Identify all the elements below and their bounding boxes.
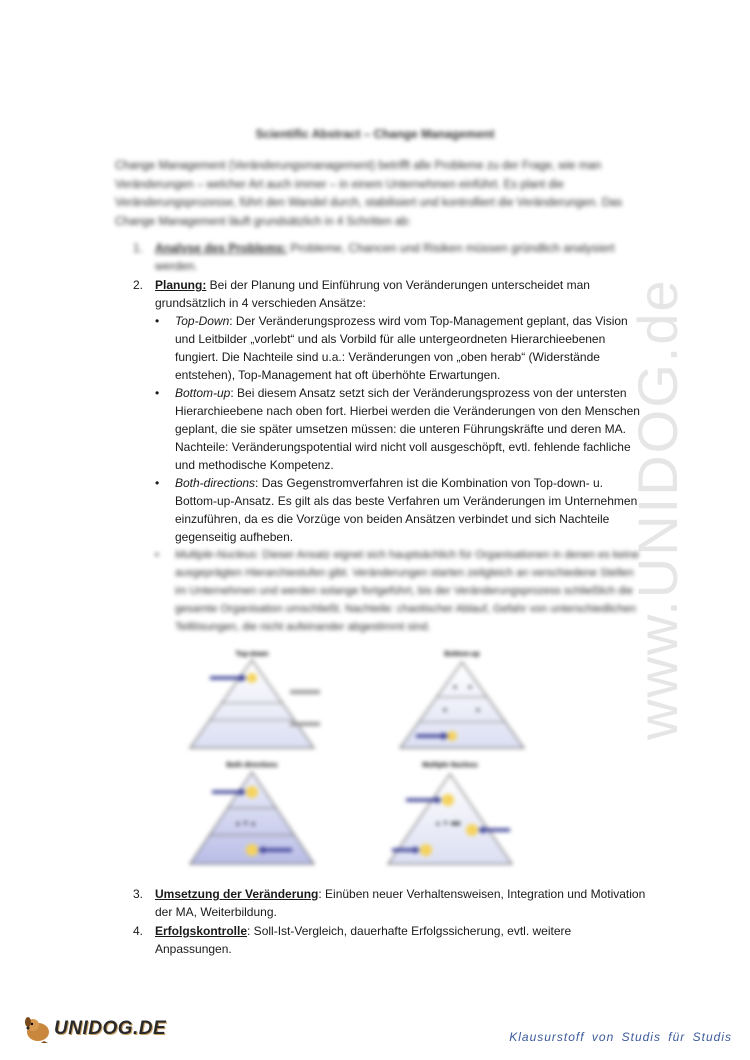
bullet-icon: •	[155, 314, 160, 328]
document-title: Scientific Abstract – Change Management	[255, 127, 495, 141]
step-text: : Soll-Ist-Vergleich, dauerhafte Erfolgssicherung, evtl. weitere Anpassungen.	[155, 924, 572, 956]
step-heading: Umsetzung der Veränderung	[155, 887, 319, 901]
diagram-both-directions	[190, 762, 314, 864]
step-text: Bei der Planung und Einführung von Veränderungen unterscheidet man grundsätzlich in 4 verschieden Ansätze:	[155, 278, 590, 310]
bullet-icon: •	[155, 476, 160, 490]
approach-bottom-up	[153, 384, 648, 474]
diagram-title: Both directions	[226, 762, 278, 769]
step-number: 4.	[133, 924, 144, 938]
intro-line: Veränderungsprozesse, führt den Wandel durch, stabilisiert und kontrolliert die Veränderungen. Das	[115, 197, 623, 209]
step-number: 1.	[133, 241, 144, 255]
dog-icon	[22, 1014, 52, 1044]
logo-text: UNIDOG.DE	[54, 1018, 167, 1039]
step-1	[133, 239, 648, 275]
step-heading: Planung:	[155, 278, 207, 292]
svg-text:▲ ▼ ◀ ▶: ▲ ▼ ◀ ▶	[435, 821, 462, 827]
diagram-title: Top-down	[235, 651, 269, 658]
diagram-bottom-up	[400, 651, 524, 748]
diagram-title: Bottom-up	[444, 651, 480, 658]
step-2	[133, 276, 648, 312]
step-heading: Analyse des Problems:	[155, 241, 288, 255]
diagram-top-down	[190, 651, 320, 748]
svg-text:▲ ▼ ▲: ▲ ▼ ▲	[235, 821, 257, 827]
approach-multiple-nucleus	[153, 546, 648, 636]
steps-list	[133, 239, 648, 636]
approach-name: Both-directions	[175, 476, 256, 490]
approach-text: : Dieser Ansatz eignet sich hauptsächlich für Organisationen in denen es keine ausgeprägten Hierarchiestufen gibt. Veränderungen starten zeitgleich an verschiedene Stellen im Unternehmen und werden solange fortgeführt, bis der Veränderungsprozess schließlich die gesamte Organisation umschließt. Nachteile: chaotischer Ablauf, Gefahr von unterschiedlichen Teillösungen, die nicht aufeinander abgestimmt sind.	[175, 549, 640, 633]
step-4	[133, 922, 648, 958]
intro-line: Change Management (Veränderungsmanagement) betrifft alle Probleme zu der Frage, wie man	[115, 160, 602, 172]
approach-name: Bottom-up	[175, 386, 231, 400]
bullet-icon: •	[155, 386, 160, 400]
step-number: 2.	[133, 278, 144, 292]
approach-text: : Der Veränderungsprozess wird vom Top-Management geplant, das Vision und Leitbilder „vorlebt“ und als Vorbild für alle untergeordneten Hierarchieebenen fungiert. Die Nachteile sind u.a.: Veränderungen von „oben herab“ (Widerstände entstehen), Top-Management hat oft überhöhte Erwartungen.	[175, 314, 628, 382]
approach-text: : Bei diesem Ansatz setzt sich der Veränderungsprozess von der untersten Hierarchieebene nach oben fort. Hierbei werden die Veränderungen von den Menschen geplant, die sie später umsetzen müssen: die unteren Führungskräfte und deren MA. Nachteile: Veränderungspotential wird nicht voll ausgeschöpft, evtl. fehlende fachliche und methodische Kompetenz.	[175, 386, 640, 472]
unidog-logo	[22, 1014, 166, 1044]
approach-name: Top-Down	[175, 314, 230, 328]
intro-line: Change Management läuft grundsätzlich in 4 Schritten ab:	[115, 215, 411, 228]
approach-top-down	[153, 312, 648, 384]
steps-list-continued	[133, 885, 648, 958]
step-number: 3.	[133, 887, 144, 901]
step-text: Probleme, Chancen und Risiken müssen gründlich analysiert werden.	[155, 241, 615, 273]
approach-both-directions	[153, 474, 648, 546]
step-text: : Einüben neuer Verhaltensweisen, Integration und Motivation der MA, Weiterbildung.	[155, 887, 646, 919]
approach-text: : Das Gegenstromverfahren ist die Kombination von Top-down- u. Bottom-up-Ansatz. Es gilt als das beste Verfahren um Veränderungen im Unternehmen einzuführen, da es die Vorzüge von beiden Ansätzen verbindet und sich Nachteile gegenseitig aufheben.	[175, 476, 638, 544]
intro-paragraph	[115, 157, 635, 231]
step-3	[133, 885, 648, 921]
diagram-multiple-nucleus	[388, 762, 512, 864]
bullet-icon: •	[155, 549, 159, 561]
watermark: www.UNIDOG.de	[626, 278, 689, 740]
diagram-title: Multiple Nucleus	[422, 762, 478, 769]
approach-name: Multiple-Nucleus	[175, 549, 257, 561]
intro-line: Veränderungen – welcher Art auch immer – in einem Unternehmen einführt. Es plant die	[115, 178, 564, 191]
footer-tagline: Klausurstoff von Studis für Studis	[509, 1030, 732, 1044]
step-heading: Erfolgskontrolle	[155, 924, 248, 938]
approach-diagrams	[180, 640, 550, 870]
